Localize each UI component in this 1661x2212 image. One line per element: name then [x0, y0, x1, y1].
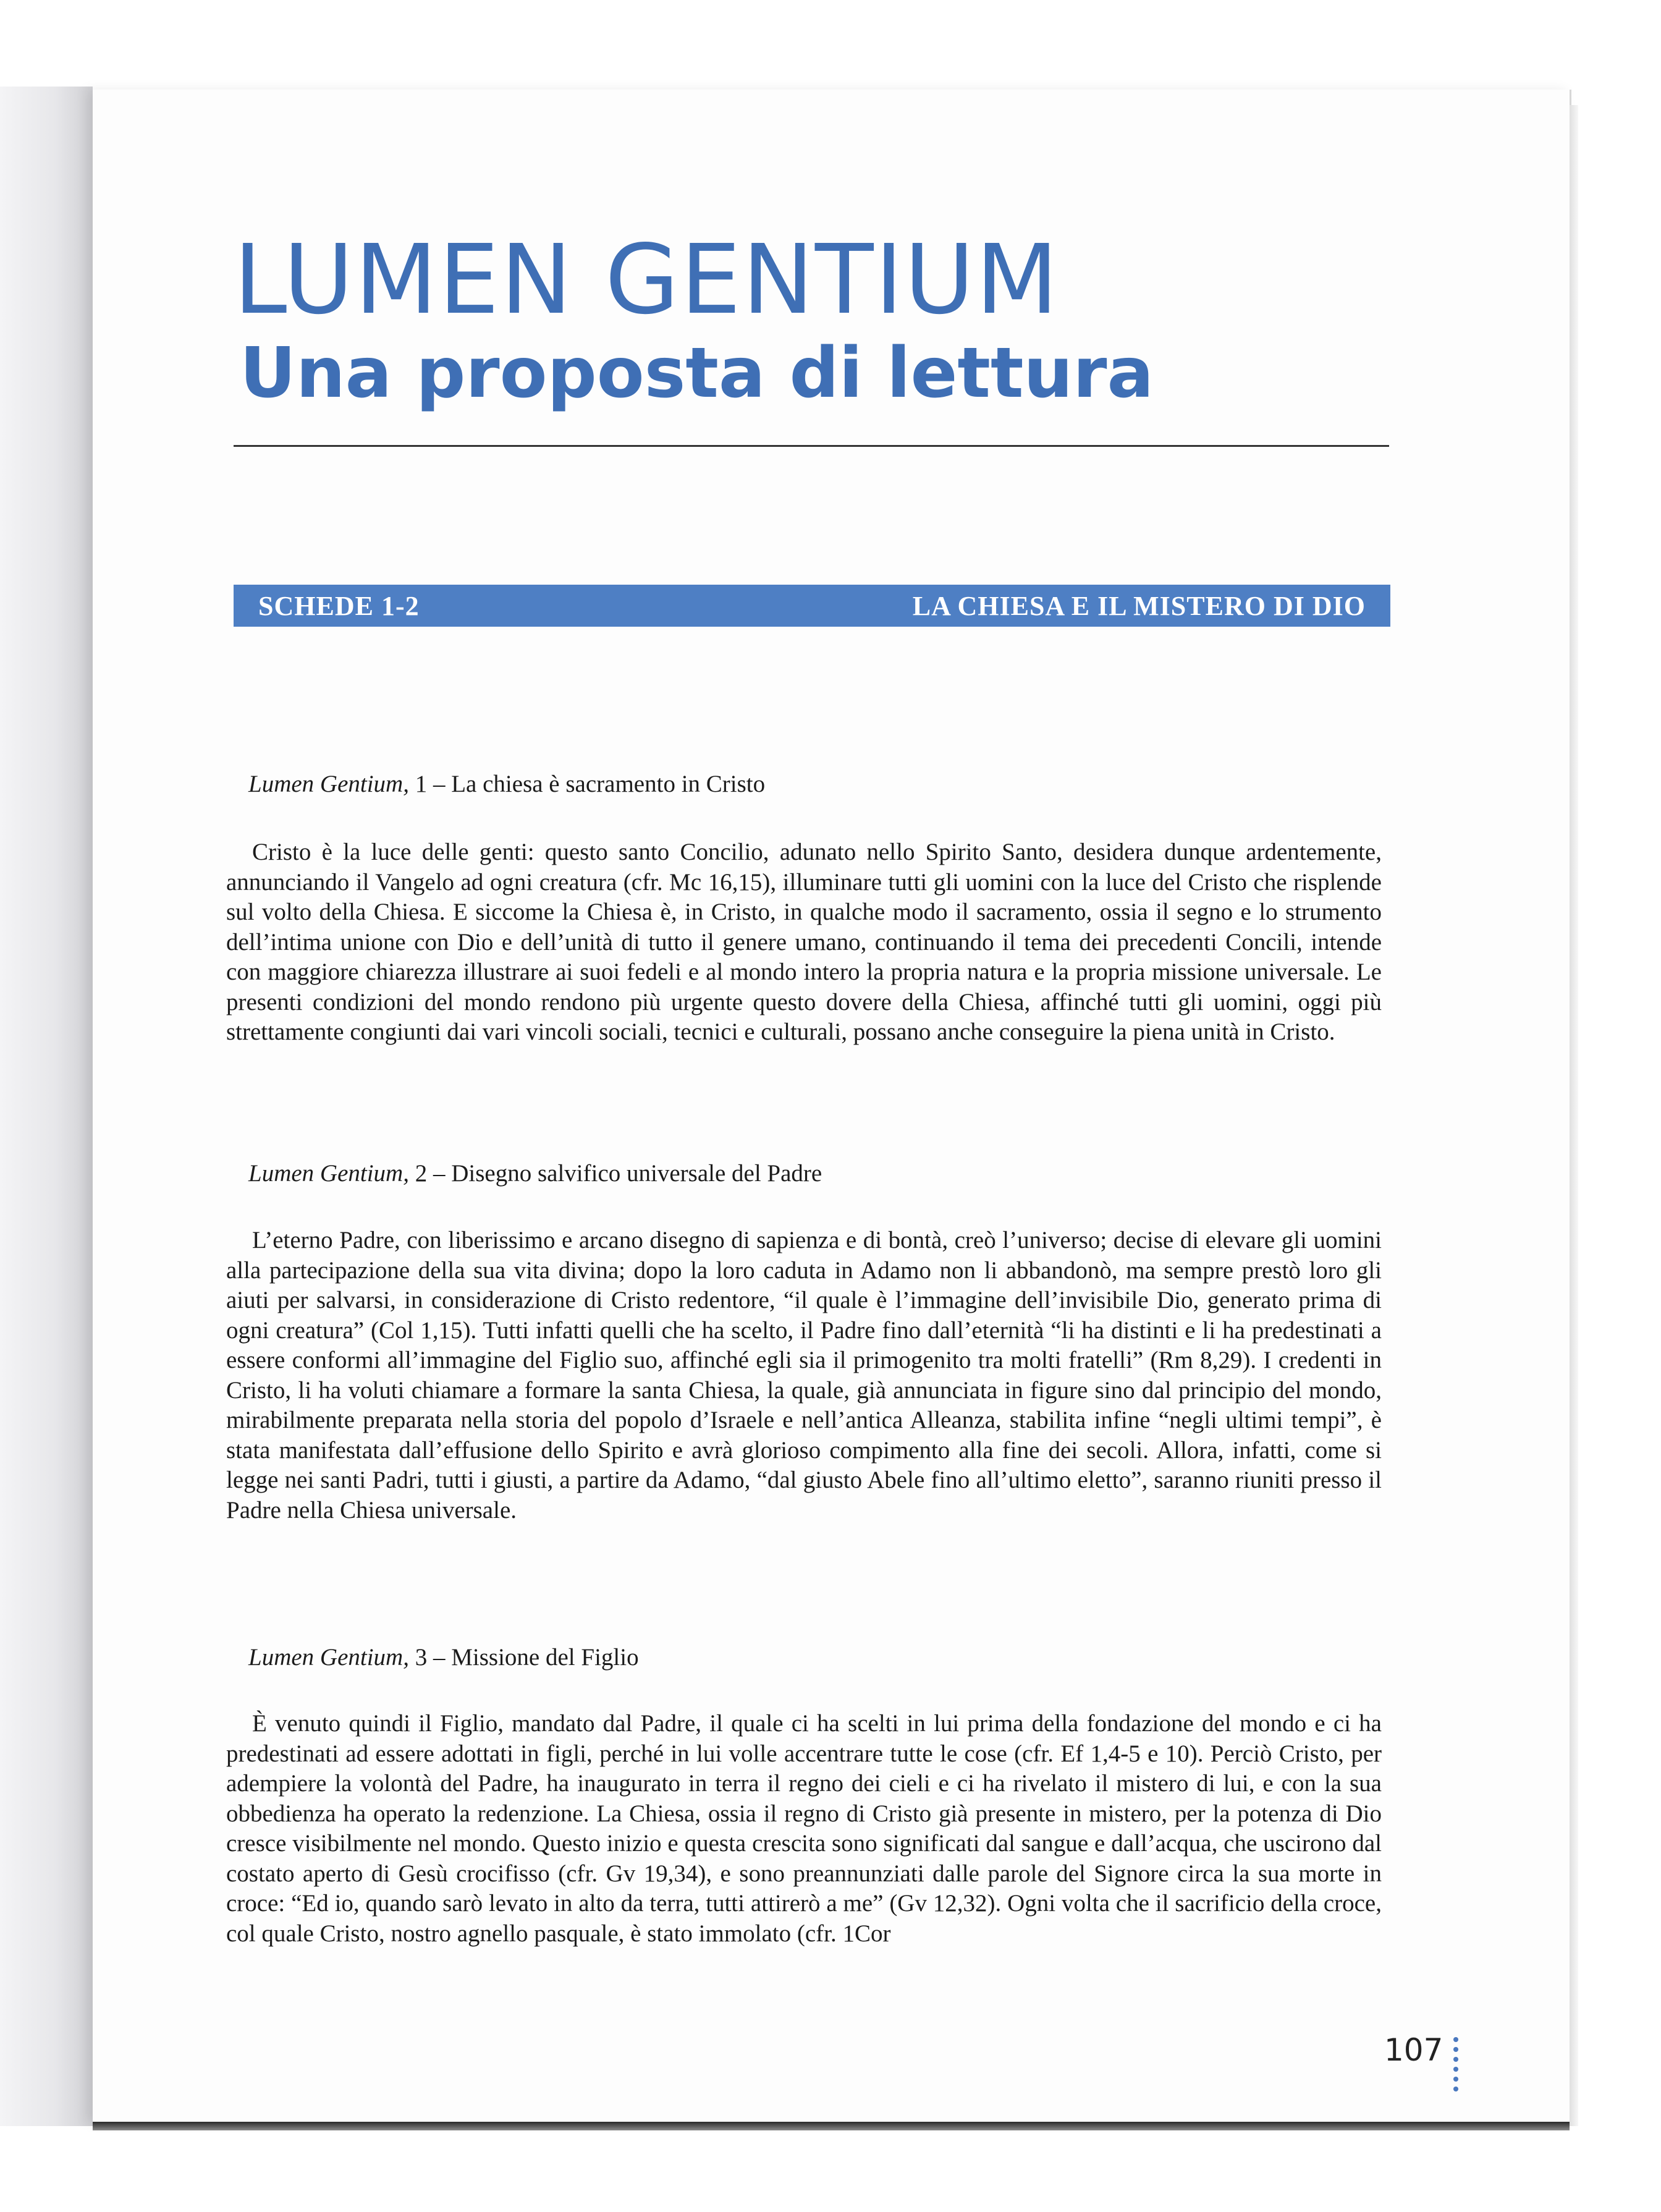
- page-bottom-shadow: [93, 2122, 1570, 2130]
- document-title: LUMEN GENTIUM: [234, 224, 1060, 336]
- section-paragraph-3: È venuto quindi il Figlio, mandato dal Padre, il quale ci ha scelti in lui prima della fondazione del mondo e ci ha predestinati ad essere adottati in figli, perché in lui volle accentrare tutte le cose (cfr. Ef 1,4-5 e 10). Perciò Cristo, per adempiere la volontà del Padre, ha inaugurato in terra il regno dei cieli e ci ha rivelato il mistero di lui, e con la sua obbedienza ha operato la redenzione. La Chiesa, ossia il regno di Cristo già presente in mistero, per la potenza di Dio cresce visibilmente nel mondo. Questo inizio e questa crescita sono significati dal sangue e dall’acqua, che uscirono dal costato aperto di Gesù crocifisso (cfr. Gv 19,34), e sono preannunziati dalle parole del Signore circa la sua morte in croce: “Ed io, quando sarò levato in alto da terra, tutti attirerò a me” (Gv 12,32). Ogni volta che il sacrificio della croce, col quale Cristo, nostro agnello pasquale, è stato immolato (cfr. 1Cor: [226, 1710, 1382, 1947]
- page-right-edge: [1570, 105, 1578, 2126]
- section-paragraph-2: L’eterno Padre, con liberissimo e arcano disegno di sapienza e di bontà, creò l’universo; decise di elevare gli uomini alla partecipazione della sua vita divina; dopo la loro caduta in Adamo non li abbandonò, ma sempre prestò loro gli aiuti per salvarsi, in considerazione di Cristo redentore, “il quale è l’immagine dell’invisibile Dio, generato prima di ogni creatura” (Col 1,15). Tutti infatti quelli che ha scelto, il Padre fino dall’eternità “li ha distinti e li ha predestinati a essere conformi all’immagine del Figlio suo, affinché egli sia il primogenito tra molti fratelli” (Rm 8,29). I credenti in Cristo, li ha voluti chiamare a formare la santa Chiesa, la quale, già annunciata in figure sino dal principio del mondo, mirabilmente preparata nella storia del popolo d’Israele e nell’antica Alleanza, stabilita infine “negli ultimi tempi”, è stata manifestata dall’effusione dello Spirito e avrà glorioso compimento alla fine dei secoli. Allora, infatti, come si legge nei santi Padri, tutti i giusti, a partire da Adamo, “dal giusto Abele fino all’ultimo eletto”, saranno riuniti presso il Padre nella Chiesa universale.: [226, 1227, 1382, 1523]
- title-divider: [234, 445, 1389, 447]
- page-dot-decoration: [1453, 2037, 1460, 2091]
- section-heading-source: Lumen Gentium,: [248, 1160, 409, 1187]
- document-subtitle: Una proposta di lettura: [240, 333, 1154, 413]
- section-heading-title: 2 – Disegno salvifico universale del Padre: [408, 1160, 822, 1187]
- section-heading-3: [248, 1643, 639, 1672]
- banner-schede-label: SCHEDE 1-2: [258, 590, 420, 621]
- page-number: 107: [1384, 2032, 1443, 2068]
- section-paragraph-1: Cristo è la luce delle genti: questo santo Concilio, adunato nello Spirito Santo, desidera dunque ardentemente, annunciando il Vangelo ad ogni creatura (cfr. Mc 16,15), illuminare tutti gli uomini con la luce del Cristo che risplende sul volto della Chiesa. E siccome la Chiesa è, in Cristo, in qualche modo il sacramento, ossia il segno e lo strumento dell’intima unione con Dio e dell’unità di tutto il genere umano, continuando il tema dei precedenti Concili, intende con maggiore chiarezza illustrare ai suoi fedeli e al mondo intero la propria natura e la propria missione universale. Le presenti condizioni del mondo rendono più urgente questo dovere della Chiesa, affinché tutti gli uomini, oggi più strettamente congiunti dai vari vincoli sociali, tecnici e culturali, possano anche conseguire la piena unità in Cristo.: [226, 839, 1382, 1045]
- section-heading-source: Lumen Gentium,: [248, 1644, 409, 1671]
- section-heading-title: 3 – Missione del Figlio: [408, 1644, 639, 1671]
- section-heading-title: 1 – La chiesa è sacramento in Cristo: [408, 771, 766, 797]
- banner-topic-label: LA CHIESA E IL MISTERO DI DIO: [912, 590, 1366, 621]
- section-heading-1: [248, 769, 765, 799]
- section-heading-2: [248, 1159, 822, 1189]
- section-heading-source: Lumen Gentium,: [248, 771, 409, 797]
- facing-page-edge: [0, 87, 93, 2126]
- section-banner: [234, 585, 1390, 627]
